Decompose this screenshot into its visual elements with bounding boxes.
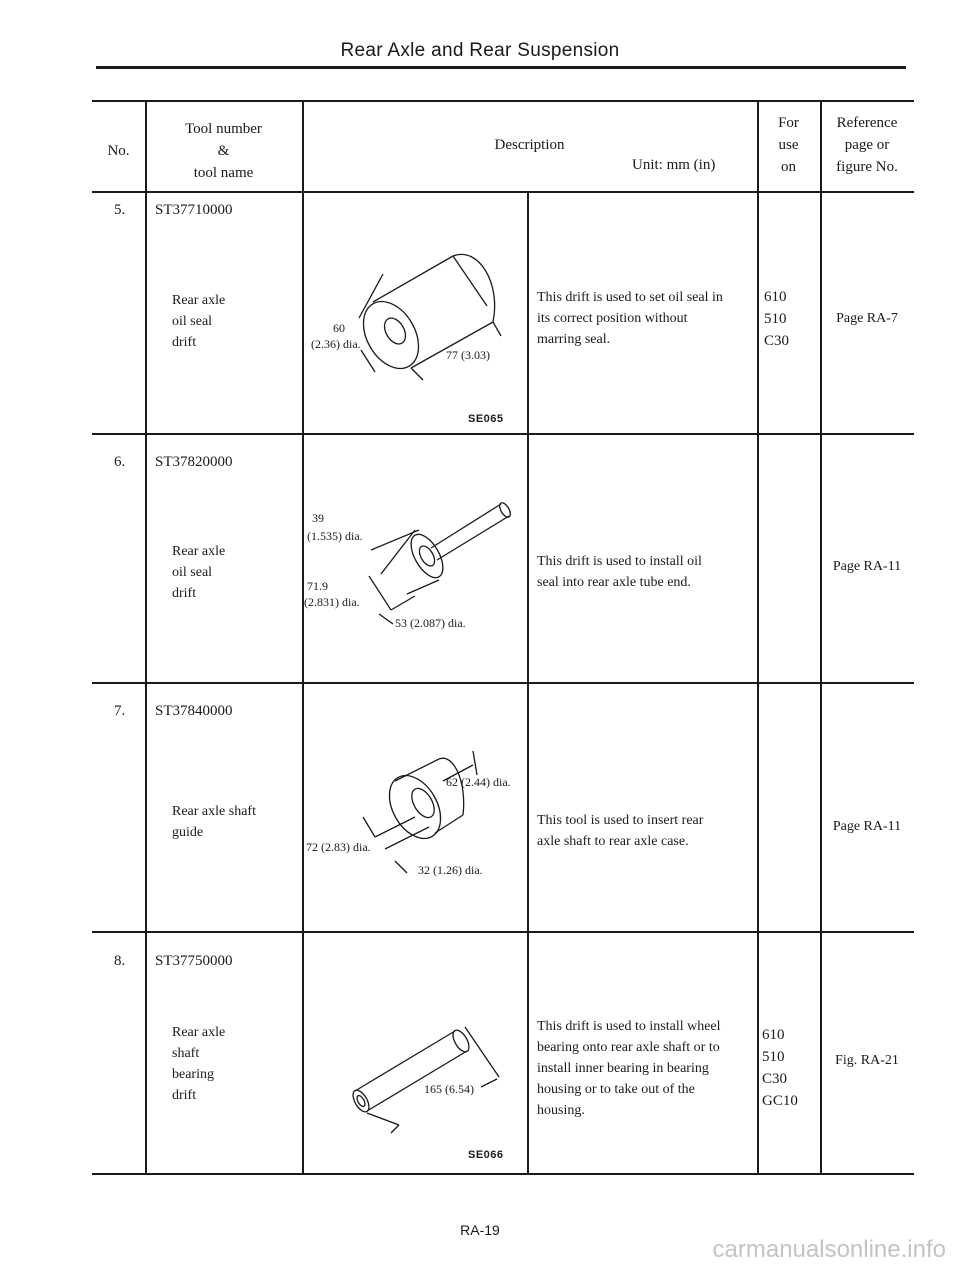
row-number: 5. bbox=[114, 202, 126, 218]
tool-name: Rear axle shaft guide bbox=[172, 804, 256, 840]
reference: Page RA-7 bbox=[836, 311, 898, 326]
row-divider bbox=[92, 433, 914, 435]
header-tool: Tool number & tool name bbox=[185, 121, 262, 181]
col-divider bbox=[757, 100, 759, 1174]
header-unit: Unit: mm (in) bbox=[632, 157, 716, 173]
figure-label: 62 (2.44) dia. bbox=[446, 775, 511, 789]
row-number: 7. bbox=[114, 703, 126, 719]
header-no: No. bbox=[107, 143, 130, 159]
figure-label: 72 (2.83) dia. bbox=[306, 840, 371, 854]
figure-label: 32 (1.26) dia. bbox=[418, 863, 483, 877]
col-divider bbox=[820, 100, 822, 1174]
tool-name: Rear axle shaft bearing drift bbox=[172, 1025, 226, 1103]
figure-label: 39 bbox=[312, 511, 324, 525]
figure-label: (2.831) dia. bbox=[304, 595, 360, 609]
reference: Fig. RA-21 bbox=[835, 1053, 899, 1068]
watermark: carmanualsonline.info bbox=[712, 1236, 946, 1263]
figure-label: 60 bbox=[333, 321, 345, 335]
tool-number: ST37710000 bbox=[155, 202, 233, 218]
description: This drift is used to set oil seal in its correct position without marring seal. bbox=[537, 290, 723, 347]
table-bottom-rule bbox=[92, 1173, 914, 1175]
tool-name: Rear axle oil seal drift bbox=[172, 544, 226, 601]
for-use-models: 610 510 C30 bbox=[764, 289, 790, 349]
page-number: RA-19 bbox=[460, 1222, 500, 1238]
tool-number: ST37840000 bbox=[155, 703, 233, 719]
row-divider bbox=[92, 931, 914, 933]
col-divider bbox=[145, 100, 147, 1174]
figure-label: (1.535) dia. bbox=[307, 529, 363, 543]
reference: Page RA-11 bbox=[832, 559, 902, 574]
bearing-drift-diagram bbox=[303, 1005, 525, 1135]
row-number: 8. bbox=[114, 953, 126, 969]
header-bottom-rule bbox=[92, 191, 914, 193]
description: This tool is used to insert rear axle shaft to rear axle case. bbox=[537, 813, 704, 849]
figure-code: SE065 bbox=[468, 413, 504, 425]
figure-code: SE066 bbox=[468, 1149, 504, 1161]
tool-number: ST37750000 bbox=[155, 953, 233, 969]
header-for-use: For use on bbox=[778, 115, 799, 175]
shaft-guide-diagram bbox=[303, 745, 525, 885]
title-rule bbox=[96, 66, 906, 69]
figure-label: 71.9 bbox=[307, 579, 328, 593]
figure-label: 165 (6.54) bbox=[424, 1082, 474, 1096]
description: This drift is used to install wheel bearing onto rear axle shaft or to install inner bearing in bearing housing or to take out of the housing. bbox=[537, 1019, 721, 1118]
header-description: Description bbox=[494, 137, 565, 153]
row-number: 6. bbox=[114, 454, 126, 470]
description: This drift is used to install oil seal into rear axle tube end. bbox=[537, 554, 702, 590]
figure-label: 77 (3.03) bbox=[446, 348, 490, 362]
figure-label: (2.36) dia. bbox=[311, 337, 361, 351]
row-divider bbox=[92, 682, 914, 684]
header-reference: Reference page or figure No. bbox=[836, 115, 898, 175]
tool-name: Rear axle oil seal drift bbox=[172, 293, 226, 350]
reference: Page RA-11 bbox=[832, 819, 902, 834]
col-divider bbox=[527, 191, 529, 1174]
figure-label: 53 (2.087) dia. bbox=[395, 616, 466, 630]
table-top-rule bbox=[92, 100, 914, 102]
tool-number: ST37820000 bbox=[155, 454, 233, 470]
for-use-models: 610 510 C30 GC10 bbox=[762, 1027, 798, 1109]
page-title: Rear Axle and Rear Suspension bbox=[340, 40, 620, 61]
